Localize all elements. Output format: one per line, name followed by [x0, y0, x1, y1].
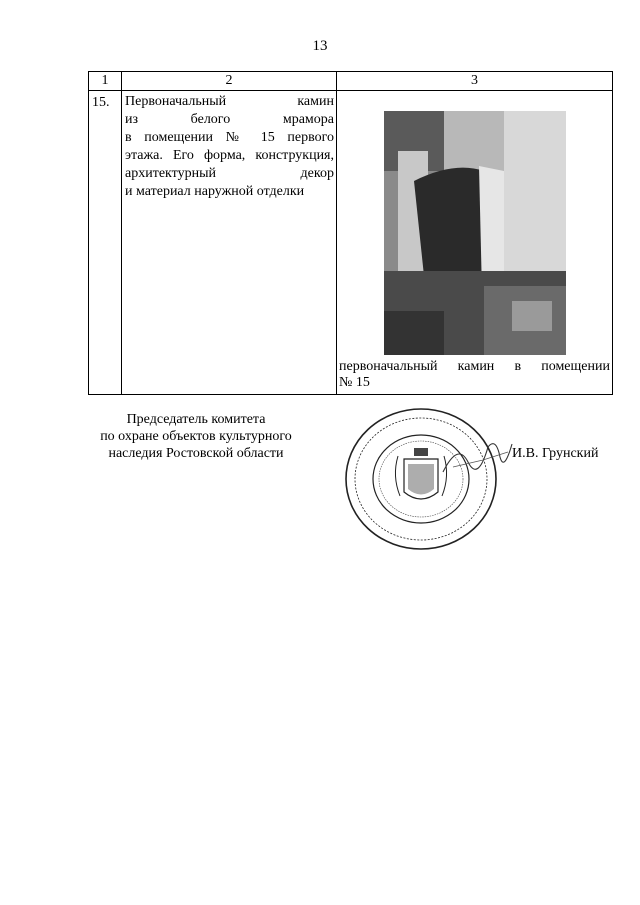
- description-line: Первоначальный камин: [125, 94, 334, 109]
- row-description: [122, 91, 337, 395]
- row-photo-cell: [337, 91, 613, 395]
- description-line: в помещении № 15 первого: [125, 130, 334, 145]
- caption-line: № 15: [339, 375, 370, 390]
- handwritten-signature-icon: [438, 432, 518, 482]
- row-number: 15.: [89, 91, 122, 395]
- signatory-title-line: Председатель комитета: [126, 412, 266, 427]
- signatory-title: [76, 411, 316, 462]
- header-col-2: 2: [122, 72, 337, 91]
- table-header-row: [89, 72, 613, 91]
- description-line: из белого мрамора: [125, 112, 334, 127]
- description-line: архитектурный декор: [125, 166, 334, 181]
- header-col-1: 1: [89, 72, 122, 91]
- table-row: [89, 91, 613, 395]
- description-line: и материал наружной отделки: [125, 184, 305, 199]
- description-line: этажа. Его форма, конструкция,: [125, 148, 334, 163]
- header-col-3: 3: [337, 72, 613, 91]
- signatory-title-line: наследия Ростовской области: [108, 446, 284, 461]
- fireplace-photo: [384, 111, 566, 355]
- photo-caption: [339, 359, 610, 391]
- monument-elements-table: [88, 71, 613, 395]
- page-number: 13: [312, 38, 328, 54]
- signatory-title-line: по охране объектов культурного: [100, 429, 292, 444]
- caption-line: первоначальный камин в помещении: [339, 359, 610, 374]
- signatory-name: И.В. Грунский: [512, 446, 599, 461]
